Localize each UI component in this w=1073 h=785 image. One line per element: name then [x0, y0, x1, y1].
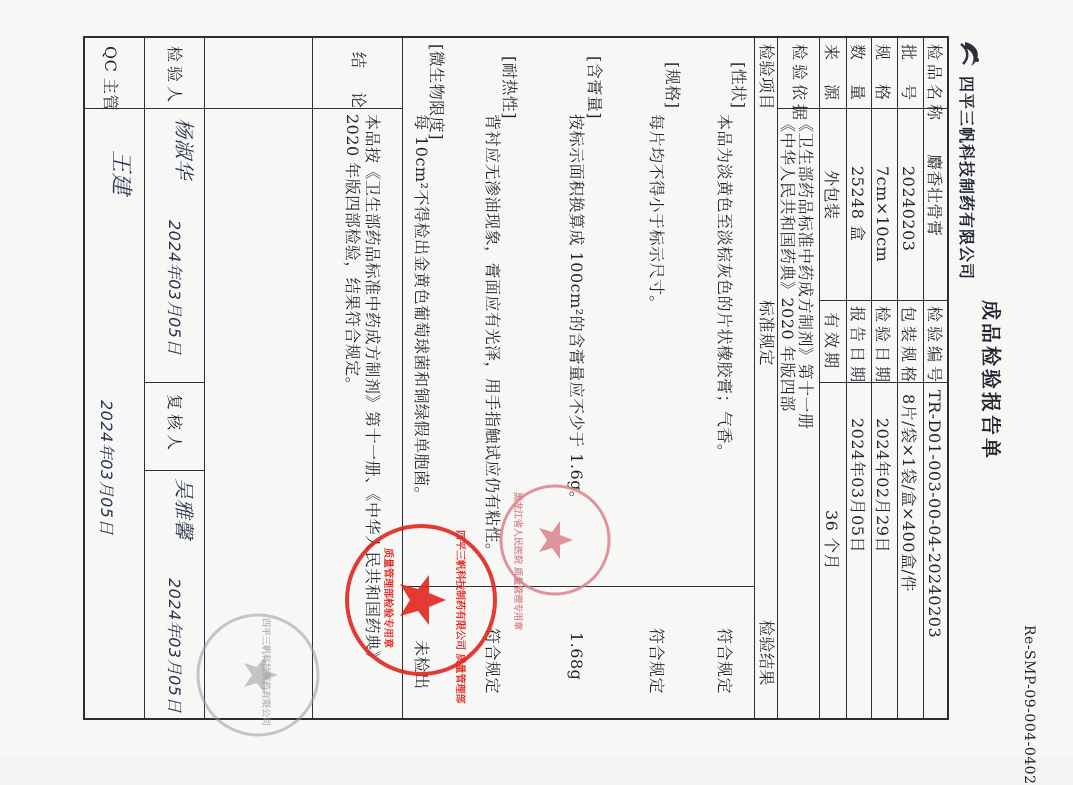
- row-item-spec: [规格]: [663, 62, 682, 109]
- company-name: 四平三帆科技制药有限公司: [957, 76, 976, 281]
- quantity: 25248 盒: [848, 166, 867, 242]
- label-spec: 规 格: [873, 44, 892, 105]
- qc-manager-date: 2024年03月05日: [97, 400, 116, 535]
- row-result-spec: 符合规定: [647, 628, 666, 695]
- reviewer-date: 2024年03月05日: [165, 578, 184, 713]
- row-standard-microbe: 每 10cm²不得检出金黄色葡萄球菌和铜绿假单胞菌。: [412, 114, 431, 503]
- label-batch: 批 号: [899, 44, 918, 105]
- label-product-name: 检品名称: [925, 44, 944, 125]
- header-item: 检验项目: [757, 44, 776, 111]
- label-check-date: 检验日期: [873, 306, 892, 387]
- qc-manager-signature: 王建: [108, 150, 133, 196]
- row-result-appearance: 符合规定: [715, 628, 734, 695]
- conclusion-label: 结 论: [349, 52, 368, 113]
- row-item-microbe: [微生物限度]: [427, 44, 446, 140]
- source: 外包装: [822, 170, 841, 220]
- check-number: TR-D01-003-00-04-20240203: [925, 390, 944, 639]
- row-item-appearance: [性状]: [729, 62, 748, 109]
- inspector-signature: 杨淑华: [172, 118, 196, 180]
- conclusion-line-2: 2020 年版四部检验，结果符合规定。: [343, 114, 362, 394]
- row-standard-appearance: 本品为淡黄色至淡棕灰色的片状橡胶膏；气香。: [715, 114, 734, 461]
- check-date: 2024年02月29日: [873, 418, 892, 553]
- row-item-heat: [耐热性]: [500, 56, 519, 119]
- basis-line-2: 《中华人民共和国药典》2020 年版四部: [778, 116, 797, 412]
- row-standard-content: 按标示面积换算成 100cm²的含膏量应不少于 1.6g。: [567, 114, 586, 508]
- red-company-stamp: [341, 520, 501, 680]
- header-standard: 标准规定: [757, 300, 776, 367]
- label-source: 来 源: [822, 44, 841, 105]
- validity: 36 个月: [822, 510, 841, 570]
- red-stamp-dept: 质量管理部检验专用章: [382, 548, 393, 648]
- label-package-spec: 包装规格: [899, 306, 918, 387]
- package-spec: 8片/袋×1袋/盒×400盒/件: [899, 394, 918, 592]
- label-quantity: 数 量: [848, 44, 867, 105]
- company-logo-icon: [955, 38, 987, 70]
- header-result: 检验结果: [757, 620, 776, 687]
- document-number: Re-SMP-09-004-0402: [1021, 625, 1037, 785]
- red-stamp-text: 四平三帆科技制药有限公司 质量管理部: [454, 530, 465, 704]
- grey-faded-stamp: [193, 610, 323, 740]
- reviewer-label: 复核人: [165, 394, 184, 455]
- row-result-microbe: 未检出: [412, 640, 431, 690]
- grey-stamp-text: 四平三帆科技制药有限公司: [260, 618, 270, 727]
- inspector-label: 检验人: [165, 46, 184, 107]
- conclusion-line-1: 本品按《卫生部药品标准中药成方制剂》第十一册、《中华人民共和国药典》: [363, 114, 382, 668]
- row-standard-spec: 每片均不得小于标示尺寸。: [647, 114, 666, 313]
- label-check-number: 检验编号: [925, 306, 944, 387]
- inspector-date: 2024年03月05日: [165, 220, 184, 355]
- spec: 7cm×10cm: [873, 166, 892, 263]
- basis-line-1: 《卫生部药品标准中药成方制剂》第十一册: [796, 116, 815, 430]
- row-standard-heat: 背衬应无渗油现象，膏面应有光泽，用手指触试应仍有粘性。: [483, 114, 502, 560]
- label-basis: 检验依据: [790, 44, 809, 125]
- label-report-date: 报告日期: [848, 306, 867, 387]
- label-validity: 有效期: [822, 312, 841, 373]
- page-title: 成品检验报告单: [979, 300, 1003, 461]
- product-name: 麝香壮骨膏: [925, 154, 944, 237]
- row-result-content: 1.68g: [567, 632, 586, 681]
- row-item-content: [含膏量]: [585, 56, 604, 119]
- qc-manager-label: QC 主管: [101, 46, 120, 111]
- batch-number: 20240203: [899, 166, 918, 252]
- pink-stamp-text: 黑龙江省人民医院 质量管理专用章: [512, 492, 522, 631]
- report-date: 2024年03月05日: [848, 418, 867, 553]
- row-result-heat: 符合规定: [483, 628, 502, 695]
- reviewer-signature: 吴雅馨: [172, 478, 196, 540]
